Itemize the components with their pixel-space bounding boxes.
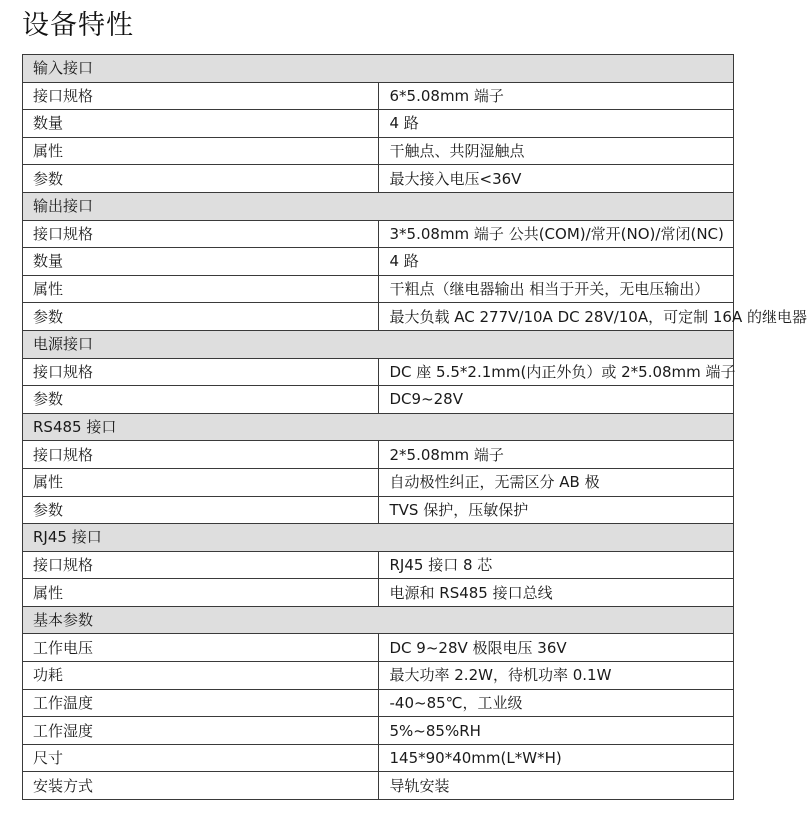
table-row (23, 689, 734, 717)
row-value: DC 9~28V 极限电压 36V (378, 634, 734, 662)
row-label: 功耗 (23, 662, 379, 690)
table-row (23, 303, 734, 331)
section-heading: 电源接口 (23, 330, 734, 358)
row-value: 最大负载 AC 277V/10A DC 28V/10A，可定制 16A 的继电器 (378, 303, 734, 331)
row-value: DC 座 5.5*2.1mm(内正外负）或 2*5.08mm 端子 (378, 358, 734, 386)
section-header-row (23, 413, 734, 441)
table-row (23, 165, 734, 193)
table-row (23, 634, 734, 662)
row-value: 自动极性纠正，无需区分 AB 极 (378, 468, 734, 496)
section-heading: 基本参数 (23, 606, 734, 634)
section-heading: RJ45 接口 (23, 524, 734, 552)
table-row (23, 358, 734, 386)
section-heading: 输入接口 (23, 55, 734, 83)
table-row (23, 220, 734, 248)
row-label: 参数 (23, 303, 379, 331)
row-value: -40~85℃，工业级 (378, 689, 734, 717)
row-value: 导轨安装 (378, 772, 734, 800)
row-value: 2*5.08mm 端子 (378, 441, 734, 469)
row-value: 6*5.08mm 端子 (378, 82, 734, 110)
row-label: 接口规格 (23, 551, 379, 579)
table-row (23, 82, 734, 110)
row-label: 属性 (23, 137, 379, 165)
spec-table (22, 54, 807, 800)
row-label: 安装方式 (23, 772, 379, 800)
row-value: TVS 保护，压敏保护 (378, 496, 734, 524)
section-header-row (23, 606, 734, 634)
section-heading: RS485 接口 (23, 413, 734, 441)
row-value: 5%~85%RH (378, 717, 734, 745)
section-heading: 输出接口 (23, 192, 734, 220)
row-label: 数量 (23, 248, 379, 276)
table-row (23, 772, 734, 800)
table-row (23, 579, 734, 607)
table-row (23, 662, 734, 690)
row-label: 属性 (23, 275, 379, 303)
row-label: 接口规格 (23, 82, 379, 110)
row-label: 参数 (23, 165, 379, 193)
row-label: 参数 (23, 386, 379, 414)
table-row (23, 137, 734, 165)
row-value: 最大功率 2.2W，待机功率 0.1W (378, 662, 734, 690)
row-value: RJ45 接口 8 芯 (378, 551, 734, 579)
section-header-row (23, 330, 734, 358)
table-row (23, 551, 734, 579)
row-value: 3*5.08mm 端子 公共(COM)/常开(NO)/常闭(NC) (378, 220, 734, 248)
row-label: 工作湿度 (23, 717, 379, 745)
section-header-row (23, 55, 734, 83)
row-value: 干粗点（继电器输出 相当于开关，无电压输出） (378, 275, 734, 303)
row-label: 参数 (23, 496, 379, 524)
row-label: 接口规格 (23, 441, 379, 469)
table-row (23, 248, 734, 276)
row-label: 属性 (23, 579, 379, 607)
row-value: 干触点、共阴湿触点 (378, 137, 734, 165)
row-label: 属性 (23, 468, 379, 496)
row-value: 145*90*40mm(L*W*H) (378, 744, 734, 772)
row-value: DC9~28V (378, 386, 734, 414)
row-value: 4 路 (378, 110, 734, 138)
row-value: 最大接入电压<36V (378, 165, 734, 193)
section-header-row (23, 192, 734, 220)
row-value: 电源和 RS485 接口总线 (378, 579, 734, 607)
table-row (23, 110, 734, 138)
row-label: 接口规格 (23, 358, 379, 386)
row-value: 4 路 (378, 248, 734, 276)
table-row (23, 496, 734, 524)
row-label: 接口规格 (23, 220, 379, 248)
table-row (23, 717, 734, 745)
section-header-row (23, 524, 734, 552)
page-title: 设备特性 (22, 10, 134, 41)
row-label: 工作温度 (23, 689, 379, 717)
table-row (23, 386, 734, 414)
table-row (23, 744, 734, 772)
row-label: 尺寸 (23, 744, 379, 772)
table-row (23, 275, 734, 303)
table-row (23, 441, 734, 469)
table-row (23, 468, 734, 496)
row-label: 数量 (23, 110, 379, 138)
row-label: 工作电压 (23, 634, 379, 662)
